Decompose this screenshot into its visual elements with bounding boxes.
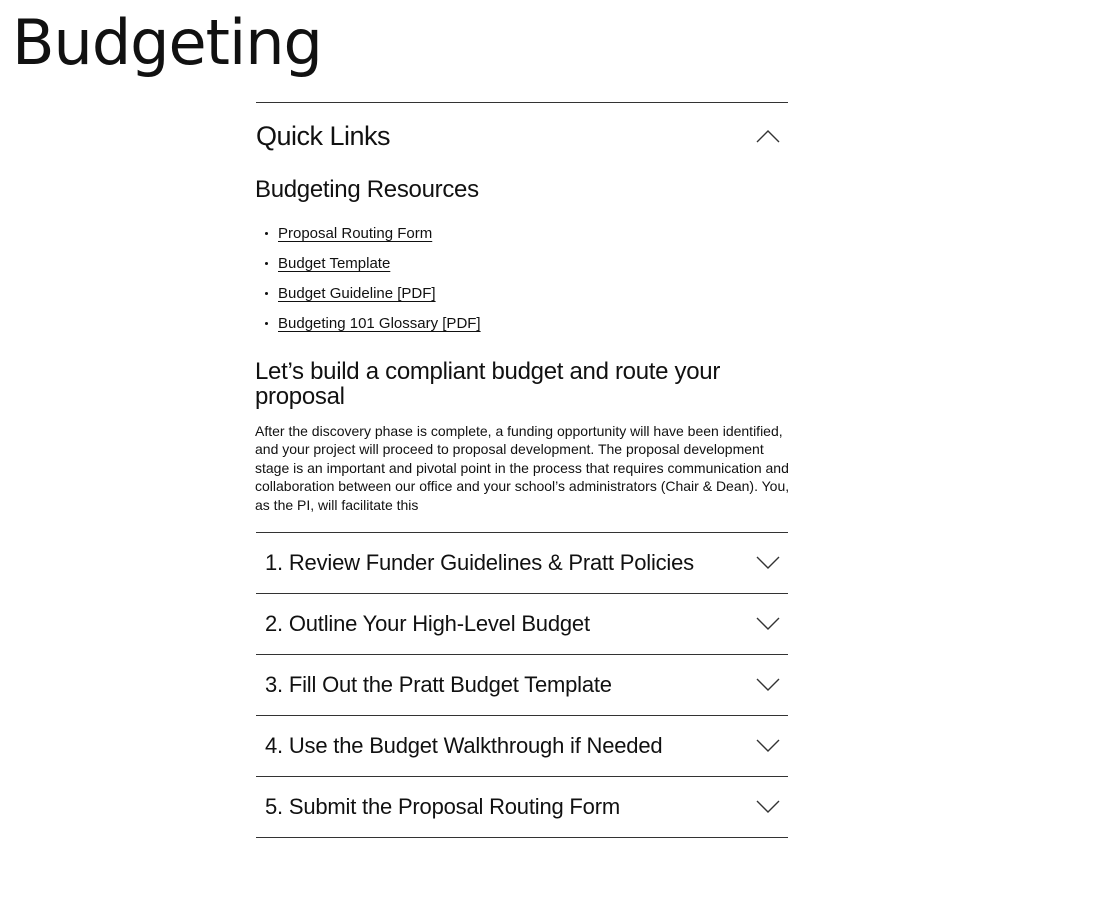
chevron-down-icon	[750, 678, 786, 692]
chevron-down-icon	[750, 556, 786, 570]
step-5-toggle[interactable]	[256, 776, 788, 838]
quick-links-title: Quick Links	[256, 120, 391, 151]
budgeting-101-glossary-pdf-link[interactable]: Budgeting 101 Glossary [PDF]	[278, 315, 481, 332]
step-label: 3. Fill Out the Pratt Budget Template	[265, 672, 612, 697]
step-label: 1. Review Funder Guidelines & Pratt Policies	[265, 550, 694, 575]
chevron-up-icon	[750, 129, 786, 143]
chevron-down-icon	[750, 617, 786, 631]
budget-template-link[interactable]: Budget Template	[278, 255, 391, 272]
chevron-down-icon	[750, 800, 786, 814]
steps-accordion	[256, 532, 788, 838]
proposal-routing-form-link[interactable]: Proposal Routing Form	[278, 225, 433, 242]
intro-heading: Let’s build a compliant budget and route your proposal	[255, 358, 721, 410]
step-label: 2. Outline Your High-Level Budget	[265, 611, 590, 636]
content-column	[256, 102, 788, 838]
step-label: 4. Use the Budget Walkthrough if Needed	[265, 733, 663, 758]
budget-guideline-pdf-link[interactable]: Budget Guideline [PDF]	[278, 285, 436, 302]
intro-paragraph: After the discovery phase is complete, a funding opportunity will have been identified, and your project will proceed to proposal development. The proposal development stage is an important and pivotal point in the process that requires communication and collaboration between our office and your school’s administrators (Chair & Dean). You, as the PI, will facilitate this	[255, 423, 790, 513]
step-4-toggle[interactable]	[256, 715, 788, 776]
step-1-toggle[interactable]	[256, 532, 788, 593]
resources-heading: Budgeting Resources	[255, 176, 479, 203]
page-title: Budgeting	[12, 6, 322, 79]
list-item	[256, 249, 788, 279]
step-2-toggle[interactable]	[256, 593, 788, 654]
list-item	[256, 219, 788, 249]
step-3-toggle[interactable]	[256, 654, 788, 715]
quick-links-panel	[256, 175, 788, 514]
step-label: 5. Submit the Proposal Routing Form	[265, 794, 620, 819]
quick-links-toggle[interactable]	[256, 103, 788, 169]
list-item	[256, 309, 788, 339]
resource-links-list	[256, 219, 788, 339]
list-item	[256, 279, 788, 309]
chevron-down-icon	[750, 739, 786, 753]
